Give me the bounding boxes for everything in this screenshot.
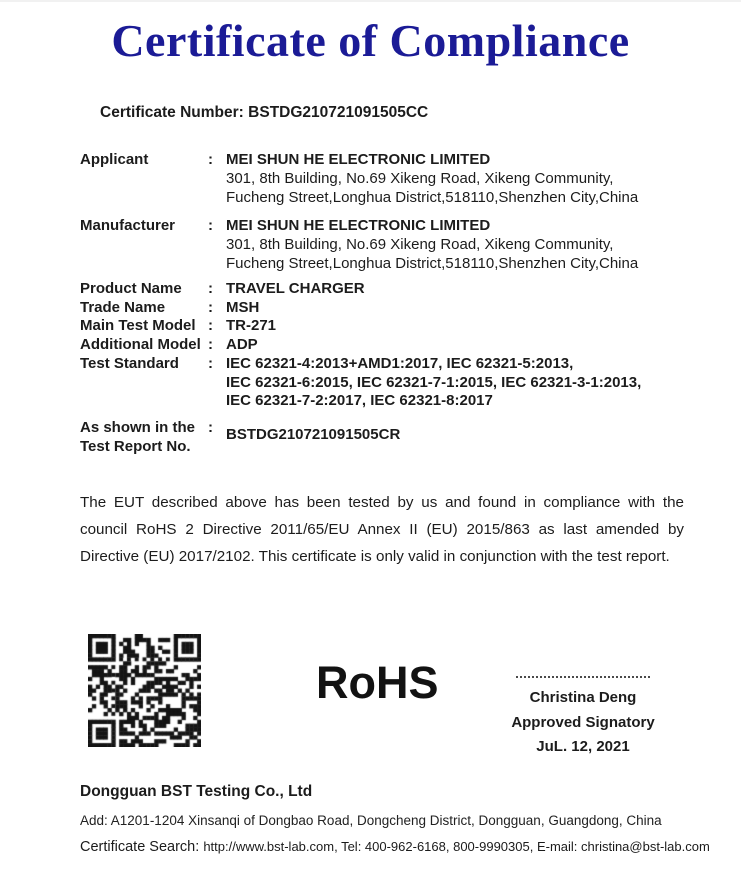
test-standard-row [80,355,700,411]
lab-address: Add: A1201-1204 Xinsanqi of Dongbao Road, Dongcheng District, Dongguan, Guangdong, China [80,813,662,828]
signature-date: JuL. 12, 2021 [536,738,630,755]
certificate-number [100,104,428,122]
trade-name-label: Trade Name [80,298,166,316]
test-standard-value [226,355,700,411]
product-name-value: TRAVEL CHARGER [226,280,365,297]
applicant-name: MEI SHUN HE ELECTRONIC LIMITED [226,151,491,168]
applicant-label: Applicant [80,151,149,168]
rohs-mark: RoHS [316,657,439,708]
trade-name-value: MSH [226,298,260,316]
applicant-value [226,150,700,207]
certificate-search-line [80,839,710,855]
additional-model-value: ADP [226,336,258,354]
signatory-name: Christina Deng [529,689,637,706]
trade-name-row [80,299,700,318]
manufacturer-address-line2: Fucheng Street,Longhua District,518110,Shenzhen City,China [226,255,639,272]
test-report-row [80,418,700,456]
certificate-search-label: Certificate Search: [80,839,200,855]
test-report-colon: : [208,419,213,436]
applicant-address-line1: 301, 8th Building, No.69 Xikeng Road, Xikeng Community, [226,170,614,187]
applicant-address-line2: Fucheng Street,Longhua District,518110,Shenzhen City,China [226,189,639,206]
test-standard-line3: IEC 62321-7-2:2017, IEC 62321-8:2017 [226,392,493,410]
signature-dotted-line [516,670,650,678]
trade-name-colon: : [208,298,213,316]
applicant-colon: : [208,151,213,168]
main-test-model-label: Main Test Model [80,317,196,335]
certificate-search-value: http://www.bst-lab.com, Tel: 400-962-6168, 800-9990305, E-mail: christina@bst-lab.com [203,839,710,854]
manufacturer-label: Manufacturer [80,217,176,234]
product-fields [80,280,700,411]
main-test-model-value: TR-271 [226,317,277,335]
test-report-label-line2: Test Report No. [80,438,191,455]
additional-model-label: Additional Model [80,336,201,354]
product-name-colon: : [208,280,213,297]
signatory-role: Approved Signatory [511,713,655,731]
test-standard-line2: IEC 62321-6:2015, IEC 62321-7-1:2015, IEC 62321-3-1:2013, [226,373,642,391]
test-standard-colon: : [208,354,213,372]
manufacturer-value [226,216,700,273]
compliance-statement: The EUT described above has been tested by us and found in compliance with the council RoHS 2 Directive 2011/65/EU Annex II (EU) 2015/863 as last amended by Directive (EU) 2017/2102. This certificate is only valid in conjunction with the test report. [80,494,684,565]
qr-code [88,634,201,747]
additional-model-colon: : [208,336,213,354]
product-name-row [80,280,700,299]
manufacturer-address-line1: 301, 8th Building, No.69 Xikeng Road, Xikeng Community, [226,236,614,253]
main-test-model-row [80,317,700,336]
additional-model-row [80,336,700,355]
certificate-number-value: BSTDG210721091505CC [248,104,429,121]
lab-name: Dongguan BST Testing Co., Ltd [80,783,313,800]
product-name-label: Product Name [80,280,182,297]
signature-block [503,670,663,760]
manufacturer-row [80,216,700,273]
test-standard-label: Test Standard [80,354,179,372]
page-title: Certificate of Compliance [111,15,630,66]
test-standard-line1: IEC 62321-4:2013+AMD1:2017, IEC 62321-5:2013, [226,354,574,372]
test-report-label [80,418,208,456]
test-report-value: BSTDG210721091505CR [226,426,401,443]
manufacturer-colon: : [208,217,213,234]
main-test-model-colon: : [208,317,213,335]
applicant-row [80,150,700,207]
manufacturer-name: MEI SHUN HE ELECTRONIC LIMITED [226,217,491,234]
certificate-number-label: Certificate Number: [100,104,244,121]
test-report-label-line1: As shown in the [80,419,196,436]
